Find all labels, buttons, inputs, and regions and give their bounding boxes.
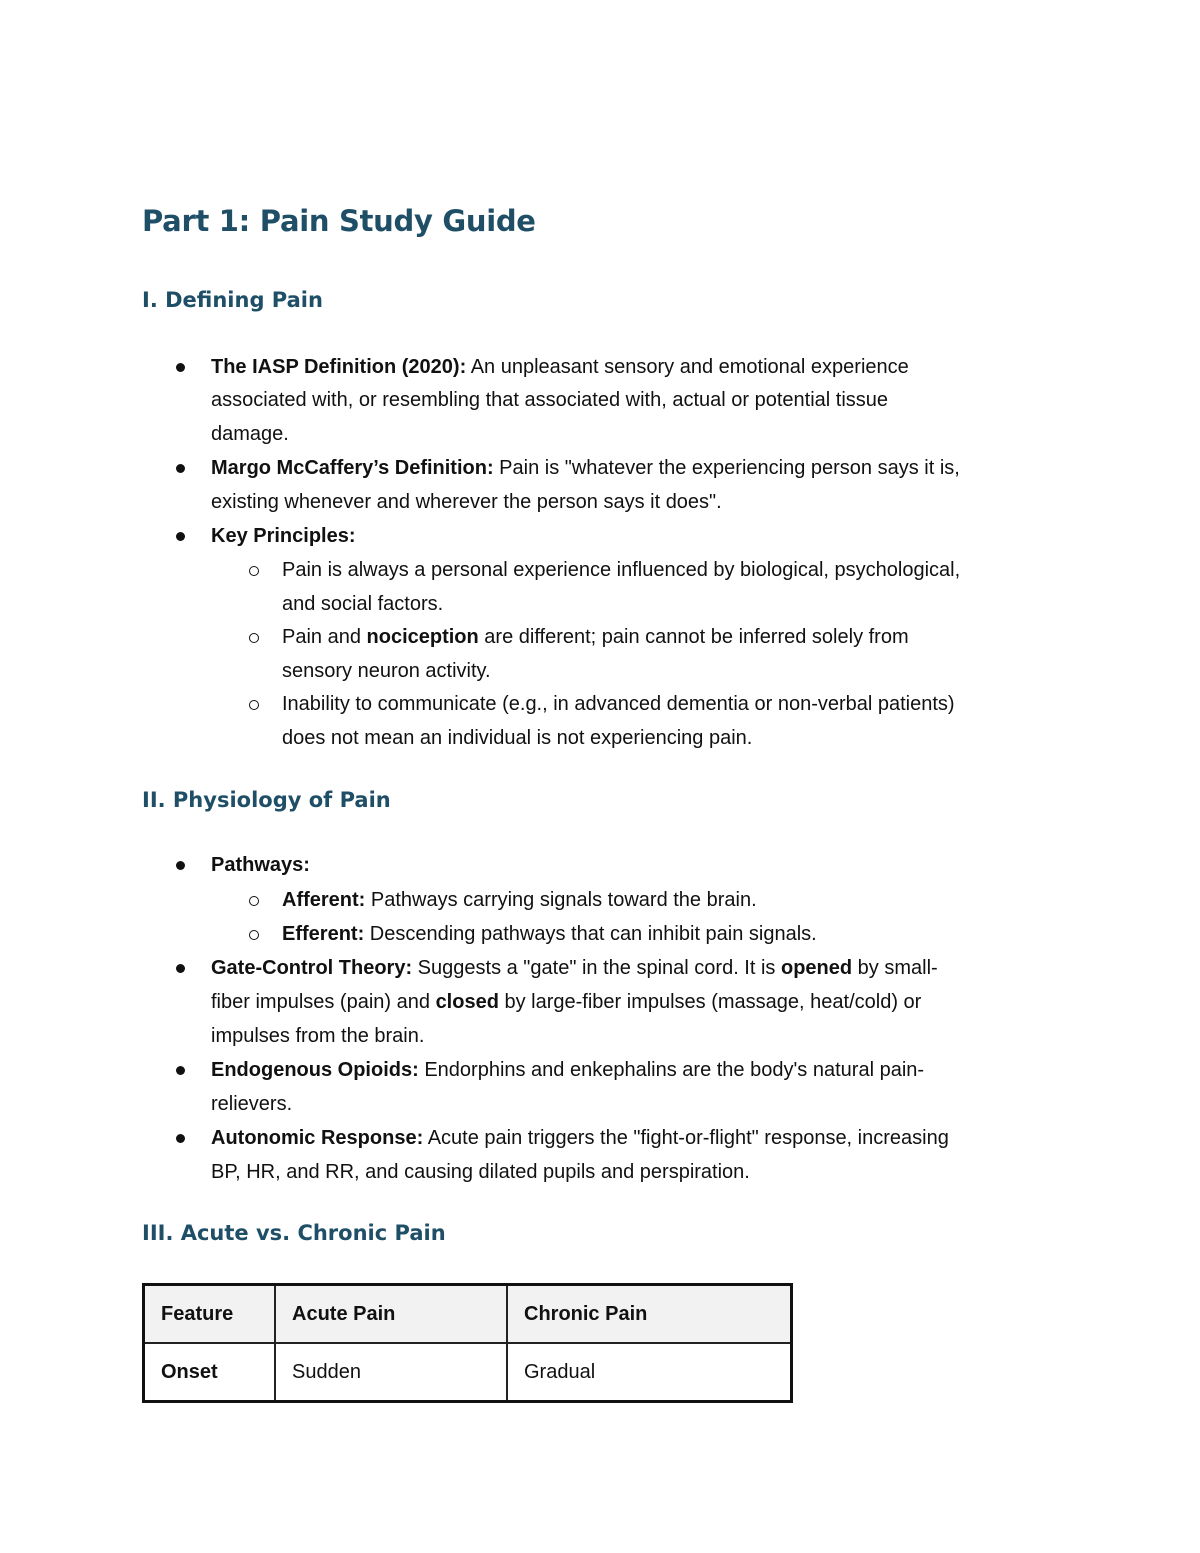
sub-bullet-icon [249, 700, 259, 710]
table-cell: Sudden [275, 1343, 507, 1402]
opioids-text: Endorphins and enkephalins are the body's natural pain- [418, 1059, 925, 1081]
principle-1: Pain is always a personal experience influenced by biological, psychological, [282, 559, 961, 581]
autonomic-response-line-2: BP, HR, and RR, and causing dilated pupils and perspiration. [211, 1161, 750, 1183]
table-header-cell: Chronic Pain [507, 1285, 792, 1344]
nociception-term: nociception [366, 626, 479, 648]
bullet-icon [176, 964, 185, 973]
iasp-text: An unpleasant sensory and emotional experience [466, 356, 909, 378]
gate-line2-pre: fiber impulses (pain) and [211, 991, 436, 1013]
principle-3-line-2: does not mean an individual is not experiencing pain. [282, 727, 753, 749]
autonomic-label: Autonomic Response: [211, 1127, 424, 1149]
iasp-label: The IASP Definition (2020): [211, 356, 467, 378]
bullet-icon [176, 464, 185, 473]
key-principles-label [211, 519, 356, 553]
principle-2-line-2: sensory neuron activity. [282, 660, 491, 682]
sub-bullet-icon [249, 930, 259, 940]
table-header-cell: Acute Pain [275, 1285, 507, 1344]
gate-text: Suggests a "gate" in the spinal cord. It is [412, 957, 781, 979]
gate-control-line-3: impulses from the brain. [211, 1025, 425, 1047]
principle-3: Inability to communicate (e.g., in advanced dementia or non-verbal patients) [282, 693, 955, 715]
table-header-cell: Feature [144, 1285, 276, 1344]
table-cell: Gradual [507, 1343, 792, 1402]
principle-2-pre: Pain and [282, 626, 367, 648]
principle-2 [282, 620, 909, 654]
mccaffery-label: Margo McCaffery’s Definition: [211, 457, 494, 479]
afferent-text: Pathways carrying signals toward the brain. [365, 889, 757, 911]
bullet-icon [176, 363, 185, 372]
table-header-row [144, 1285, 792, 1344]
key-principles-bold: Key Principles: [211, 525, 356, 547]
bullet-icon [176, 532, 185, 541]
section-heading-defining-pain: I. Defining Pain [142, 288, 323, 312]
gate-text-b: by small- [852, 957, 938, 979]
autonomic-text: Acute pain triggers the "fight-or-flight" response, increasing [423, 1127, 949, 1149]
mccaffery-definition-line-2: existing whenever and wherever the person says it does". [211, 491, 722, 513]
sub-bullet-icon [249, 566, 259, 576]
closed-term: closed [435, 991, 499, 1013]
bullet-icon [176, 861, 185, 870]
page-title: Part 1: Pain Study Guide [142, 204, 536, 238]
pathways-label [211, 848, 310, 882]
opioids-label: Endogenous Opioids: [211, 1059, 419, 1081]
principle-1-line-2: and social factors. [282, 593, 444, 615]
afferent-item [282, 883, 757, 917]
efferent-label: Efferent: [282, 923, 365, 945]
gate-line2-post: by large-fiber impulses (massage, heat/cold) or [498, 991, 922, 1013]
endogenous-opioids-line-2: relievers. [211, 1093, 293, 1115]
opened-term: opened [780, 957, 853, 979]
mccaffery-text: Pain is "whatever the experiencing person says it is, [493, 457, 960, 479]
mccaffery-definition [211, 451, 960, 485]
iasp-definition-line-3: damage. [211, 423, 289, 445]
gate-control-theory [211, 951, 938, 985]
sub-bullet-icon [249, 896, 259, 906]
gate-control-line-2 [211, 985, 921, 1019]
autonomic-response [211, 1121, 949, 1155]
table-cell: Onset [144, 1343, 276, 1402]
sub-bullet-icon [249, 633, 259, 643]
table-row [144, 1343, 792, 1402]
section-heading-acute-chronic: III. Acute vs. Chronic Pain [142, 1221, 446, 1245]
endogenous-opioids [211, 1053, 924, 1087]
iasp-definition-line-2: associated with, or resembling that associated with, actual or potential tissue [211, 389, 889, 411]
pathways-bold: Pathways: [211, 854, 310, 876]
bullet-icon [176, 1066, 185, 1075]
section-heading-physiology: II. Physiology of Pain [142, 788, 391, 812]
efferent-text: Descending pathways that can inhibit pain signals. [364, 923, 817, 945]
principle-2-post: are different; pain cannot be inferred solely from [478, 626, 909, 648]
efferent-item [282, 917, 817, 951]
iasp-definition [211, 350, 909, 384]
gate-label: Gate-Control Theory: [211, 957, 413, 979]
acute-chronic-table [142, 1283, 793, 1403]
bullet-icon [176, 1134, 185, 1143]
afferent-label: Afferent: [282, 889, 366, 911]
